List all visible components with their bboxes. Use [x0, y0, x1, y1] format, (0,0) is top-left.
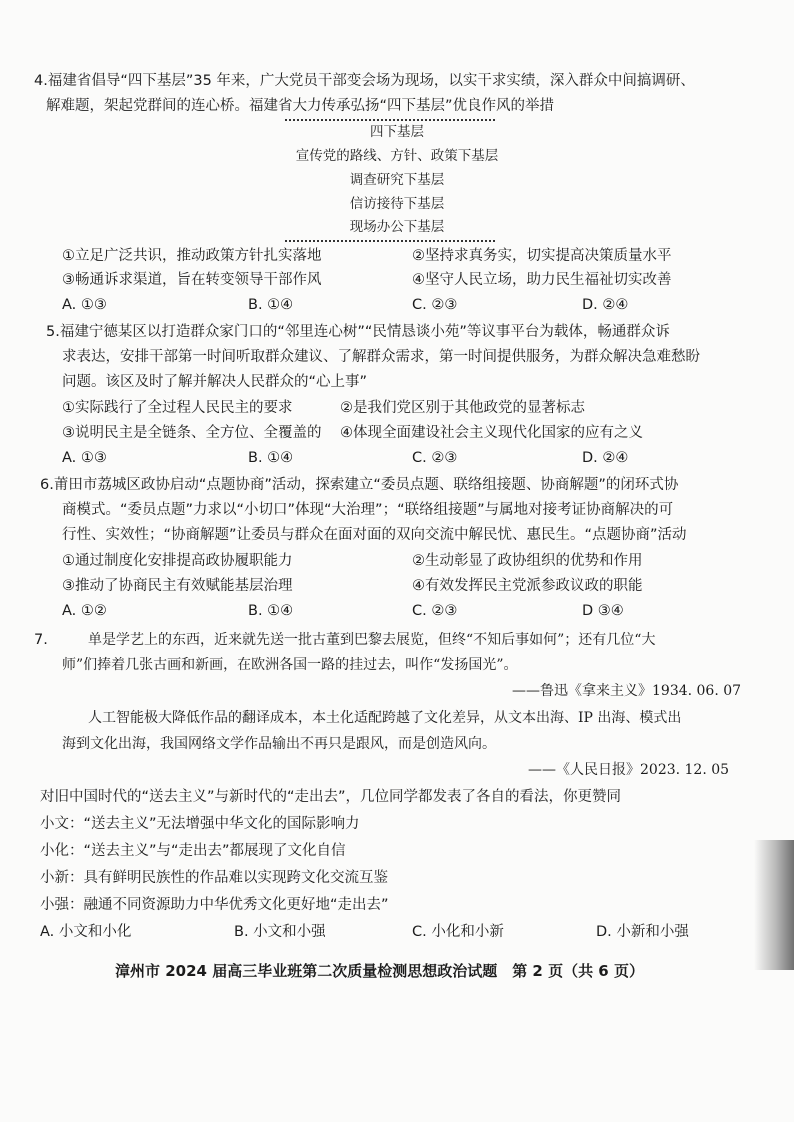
q6-statement-1: ①通过制度化安排提高政协履职能力	[62, 553, 293, 569]
q5-stem-line2: 求表达，安排干部第一时间听取群众建议、了解群众需求，第一时间提供服务，为群众解决急难愁盼	[62, 349, 700, 365]
q7-view-xiaohua: 小化：“送去主义”与“走出去”都展现了文化自信	[40, 843, 346, 859]
page-footer: 漳州市 2024 届高三毕业班第二次质量检测思想政治试题 第 2 页（共 6 页）	[115, 962, 644, 980]
q5-option-c: C. ②③	[412, 450, 458, 466]
q7-number: 7.	[34, 632, 48, 648]
q6-option-d: D ③④	[582, 603, 624, 619]
q6-option-c: C. ②③	[412, 603, 458, 619]
q7-source1: ——鲁迅《拿来主义》1934. 06. 07	[512, 683, 742, 699]
q6-stem-line3: 行性、实效性；“协商解题”让委员与群众在面对面的双向交流中解民忧、惠民生。“点题协商”活动	[62, 527, 687, 543]
q4-box-item: 现场办公下基层	[349, 219, 445, 235]
q6-option-b: B. ①④	[248, 603, 294, 619]
q4-box-item: 调查研究下基层	[349, 172, 445, 188]
q6-statement-4: ④有效发挥民主党派参政议政的职能	[412, 578, 643, 594]
q4-statement-3: ③畅通诉求渠道，旨在转变领导干部作风	[62, 272, 322, 288]
q4-option-a: A. ①③	[62, 297, 107, 313]
q5-statement-1: ①实际践行了全过程人民民主的要求	[62, 400, 293, 416]
q4-box-bottom-border	[285, 240, 495, 242]
q4-box-item: 宣传党的路线、方针、政策下基层	[295, 148, 499, 164]
q6-stem-line2: 商模式。“委员点题”力求以“小切口”体现“大治理”；“联络组接题”与属地对接考证协商解决的可	[62, 502, 674, 518]
q4-stem-line1: 4.福建省倡导“四下基层”35 年来，广大党员干部变会场为现场，以实干求实绩，深入群众中间搞调研、	[34, 73, 695, 89]
q4-statement-2: ②坚持求真务实，切实提高决策质量水平	[412, 248, 672, 264]
q7-quote1-line2: 师”们捧着几张古画和新画，在欧洲各国一路的挂过去，叫作“发扬国光”。	[62, 657, 518, 673]
q6-statement-2: ②生动彰显了政协组织的优势和作用	[412, 553, 643, 569]
q7-view-xiaoxin: 小新：具有鲜明民族性的作品难以实现跨文化交流互鉴	[40, 870, 388, 886]
q5-stem-line3: 问题。该区及时了解并解决人民群众的“心上事”	[62, 374, 368, 390]
q7-option-c: C. 小化和小新	[412, 924, 504, 940]
q5-statement-3: ③说明民主是全链条、全方位、全覆盖的	[62, 425, 322, 441]
q7-option-a: A. 小文和小化	[40, 924, 132, 940]
q6-statement-3: ③推动了协商民主有效赋能基层治理	[62, 578, 293, 594]
q7-option-b: B. 小文和小强	[234, 924, 326, 940]
q6-option-a: A. ①②	[62, 603, 107, 619]
q4-statement-4: ④坚守人民立场，助力民生福祉切实改善	[412, 272, 672, 288]
q7-option-d: D. 小新和小强	[596, 924, 689, 940]
q4-option-d: D. ②④	[582, 297, 629, 313]
q7-quote2-line2: 海到文化出海，我国网络文学作品输出不再只是跟风，而是创造风向。	[62, 736, 496, 752]
q7-source2: ——《人民日报》2023. 12. 05	[528, 762, 730, 778]
q4-option-b: B. ①④	[248, 297, 294, 313]
q5-option-b: B. ①④	[248, 450, 294, 466]
q5-statement-2: ②是我们党区别于其他政党的显著标志	[340, 400, 585, 416]
q4-option-c: C. ②③	[412, 297, 458, 313]
q5-option-d: D. ②④	[582, 450, 629, 466]
q4-statement-1: ①立足广泛共识，推动政策方针扎实落地	[62, 248, 322, 264]
q5-stem-line1: 5.福建宁德某区以打造群众家门口的“邻里连心树”“民情恳谈小苑”等议事平台为载体，畅通群众诉	[46, 324, 670, 340]
q5-option-a: A. ①③	[62, 450, 107, 466]
q7-view-xiaoqiang: 小强：融通不同资源助力中华优秀文化更好地“走出去”	[40, 897, 389, 913]
q5-statement-4: ④体现全面建设社会主义现代化国家的应有之义	[340, 425, 643, 441]
q7-quote1-line1: 单是学艺上的东西，近来就先送一批古董到巴黎去展览，但终“不知后事如何”；还有几位“大	[88, 632, 656, 648]
q7-prompt: 对旧中国时代的“送去主义”与新时代的“走出去”，几位同学都发表了各自的看法，你更赞同	[40, 789, 622, 805]
q7-view-xiaowen: 小文：“送去主义”无法增强中华文化的国际影响力	[40, 816, 360, 832]
q4-box-item: 信访接待下基层	[349, 196, 445, 212]
q6-stem-line1: 6.莆田市荔城区政协启动“点题协商”活动，探索建立“委员点题、联络组接题、协商解题”的闭环式协	[40, 477, 679, 493]
q7-quote2-line1: 人工智能极大降低作品的翻译成本，本土化适配跨越了文化差异，从文本出海、IP 出海、模式出	[88, 710, 682, 726]
q4-box-title: 四下基层	[370, 124, 424, 140]
q4-stem-line2: 解难题，架起党群间的连心桥。福建省大力传承弘扬“四下基层”优良作风的举措	[46, 98, 555, 114]
